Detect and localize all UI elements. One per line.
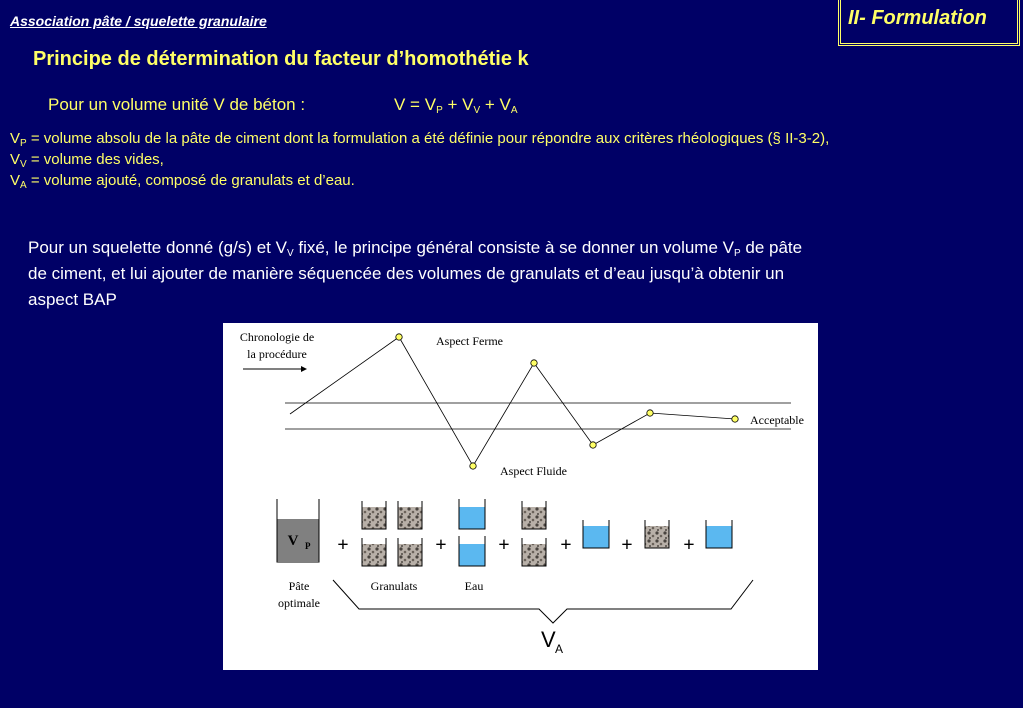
plus-sign-5: +	[621, 534, 633, 556]
aspect-ferme-label: Aspect Ferme	[436, 334, 503, 348]
definition-vv: $V_V$ = volume des vides,	[10, 151, 164, 170]
chrono-label-line2: la procédure	[247, 347, 307, 361]
definitions-list	[10, 128, 829, 191]
eau-label: Eau	[464, 579, 484, 593]
curve-markers	[396, 334, 738, 469]
paste-container	[277, 499, 319, 562]
unit-volume-label: Pour un volume unité V de béton :	[48, 95, 306, 114]
volume-equation: $V = V_P + V_V + V_A$	[394, 95, 518, 116]
vp-label: V	[287, 533, 299, 549]
principle-paragraph: Pour un squelette donné (g/s) et $V_V$ fixé, le principe général consiste à se donner un volume $V_P$ de pâte de ciment, et lui ajouter de manière séquencée des volumes de granulats et d’eau jusqu’à obtenir un aspect BAP	[28, 238, 803, 309]
page-title: Principe de détermination du facteur d’homothétie k	[33, 48, 529, 70]
plus-sign-1: +	[337, 534, 349, 556]
pate-label-line2: optimale	[278, 596, 320, 610]
procedure-curve	[290, 337, 735, 466]
procedure-diagram	[223, 323, 818, 670]
definition-va: $V_A$ = volume ajouté, composé de granulats et d’eau.	[10, 172, 355, 191]
chrono-arrow-head	[301, 366, 307, 372]
plus-sign-6: +	[683, 534, 695, 556]
breadcrumb: Association pâte / squelette granulaire	[10, 13, 267, 29]
acceptable-label: Acceptable	[750, 413, 804, 427]
unit-volume-line	[48, 95, 518, 116]
plus-sign-2: +	[435, 534, 447, 556]
aspect-fluide-label: Aspect Fluide	[500, 464, 567, 478]
chrono-label-line1: Chronologie de	[239, 330, 315, 344]
plus-sign-4: +	[560, 534, 572, 556]
va-label: V	[541, 627, 556, 652]
pate-label-line1: Pâte	[288, 579, 310, 593]
plus-sign-3: +	[498, 534, 510, 556]
granulats-label: Granulats	[370, 579, 418, 593]
section-title: II- Formulation	[848, 7, 987, 29]
va-sub: A	[555, 642, 564, 656]
definition-vp: $V_P$ = volume absolu de la pâte de ciment dont la formulation a été définie pour répondre aux critères rhéologiques (§ II-3-2),	[10, 130, 830, 149]
vp-sub: P	[305, 541, 311, 551]
